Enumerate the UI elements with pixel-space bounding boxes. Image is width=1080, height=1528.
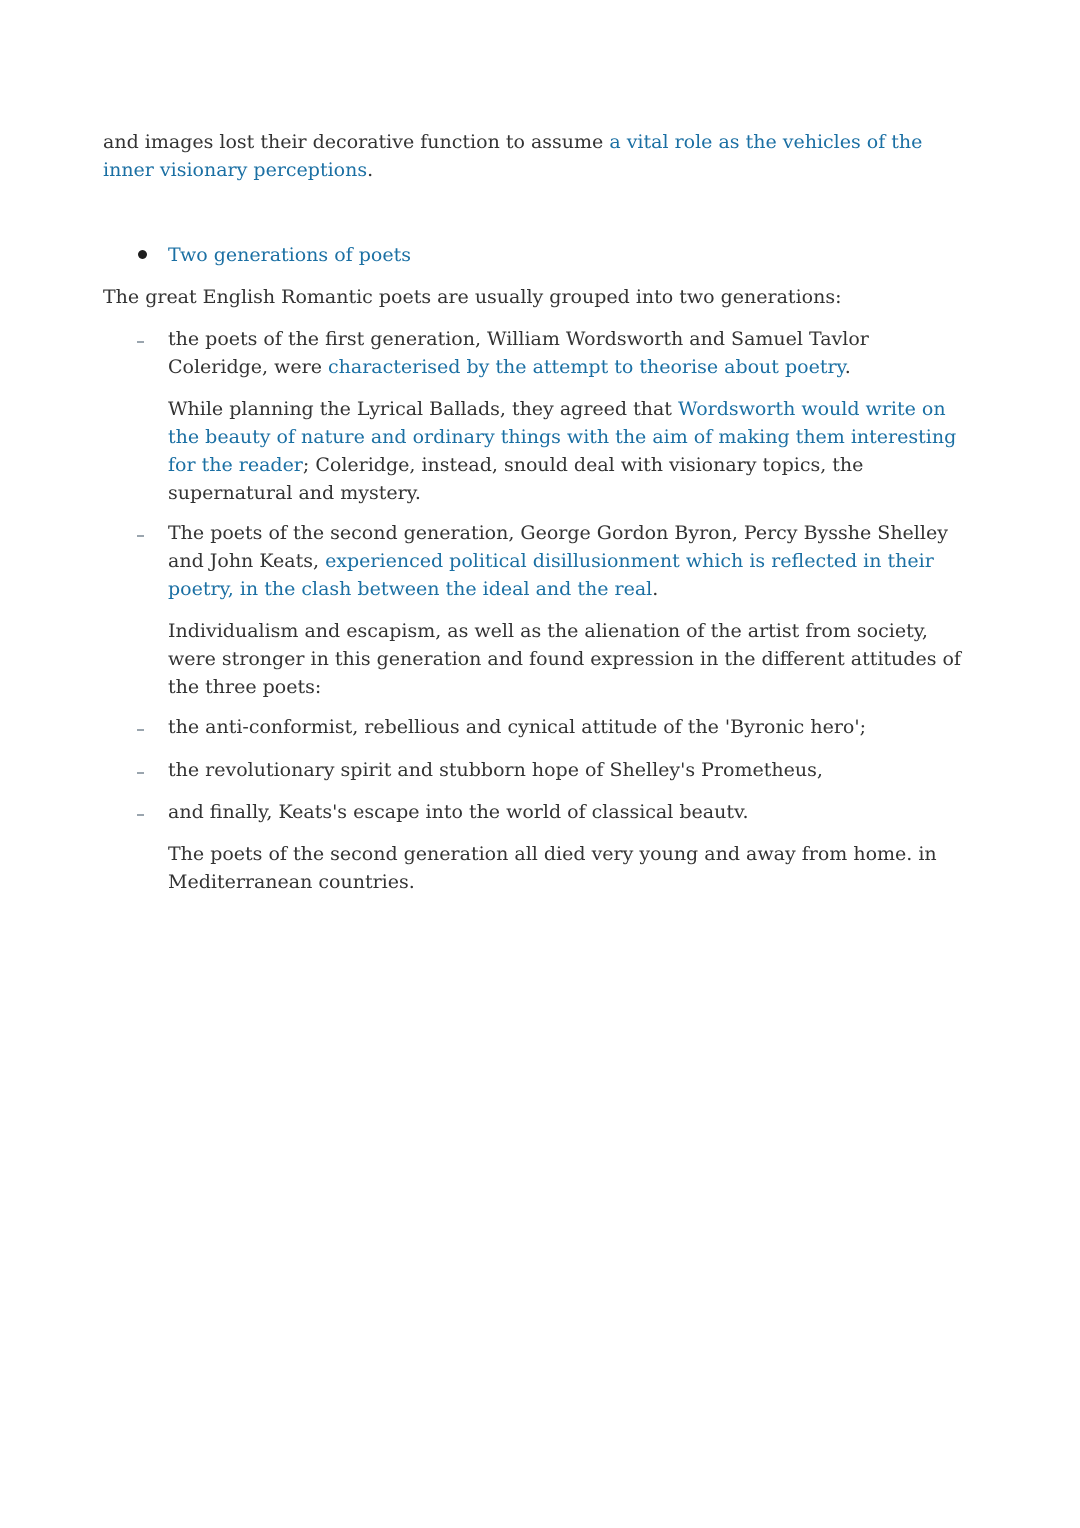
intro-end: . bbox=[367, 159, 374, 181]
dash-marker bbox=[137, 772, 144, 774]
conclusion-paragraph: The poets of the second generation all died very young and away from home. in Mediterranean countries. bbox=[168, 843, 937, 893]
lyrical-highlight: Wordsworth would write on the beauty of nature and ordinary things with the aim of making them interesting for the reader bbox=[168, 398, 957, 476]
lyrical-end: ; Coleridge, instead, snould deal with visionary topics, the supernatural and mystery. bbox=[168, 454, 864, 504]
dash-marker bbox=[137, 341, 144, 343]
intro-text: and images lost their decorative function to assume bbox=[103, 131, 610, 153]
section-intro: The great English Romantic poets are usually grouped into two generations: bbox=[103, 286, 842, 308]
bullet-icon bbox=[138, 250, 147, 259]
dash-marker bbox=[137, 729, 144, 731]
lyrical-ballads-paragraph bbox=[168, 395, 973, 507]
attitude-item: the revolutionary spirit and stubborn hope of Shelley's Prometheus, bbox=[168, 759, 823, 781]
lyrical-text: While planning the Lyrical Ballads, they agreed that bbox=[168, 398, 678, 420]
second-generation-item bbox=[168, 519, 973, 603]
intro-highlight: a vital role as the vehicles of the inner visionary perceptions bbox=[103, 131, 923, 181]
first-generation-item bbox=[168, 325, 973, 381]
first-gen-highlight: characterised by the attempt to theorise about poetry bbox=[327, 356, 845, 378]
individualism-paragraph: Individualism and escapism, as well as the alienation of the artist from society, were stronger in this generation and found expression in the different attitudes of the three poets: bbox=[168, 620, 961, 698]
section-heading: Two generations of poets bbox=[168, 244, 411, 266]
attitude-item: the anti-conformist, rebellious and cynical attitude of the 'Byronic hero'; bbox=[168, 716, 866, 738]
second-gen-highlight: experienced political disillusionment which is reflected in their poetry, in the clash between the ideal and the real bbox=[168, 550, 934, 600]
intro-paragraph bbox=[103, 128, 963, 184]
attitude-item: and finally, Keats's escape into the world of classical beautv. bbox=[168, 801, 749, 823]
first-gen-end: . bbox=[844, 356, 851, 378]
second-gen-text: The poets of the second generation, George Gordon Byron, Percy Bysshe Shelley and John Keats, bbox=[168, 522, 948, 572]
dash-marker bbox=[137, 814, 144, 816]
first-gen-text: the poets of the first generation, William Wordsworth and Samuel Tavlor Coleridge, were bbox=[168, 328, 869, 378]
dash-marker bbox=[137, 535, 144, 537]
second-gen-end: . bbox=[652, 578, 659, 600]
